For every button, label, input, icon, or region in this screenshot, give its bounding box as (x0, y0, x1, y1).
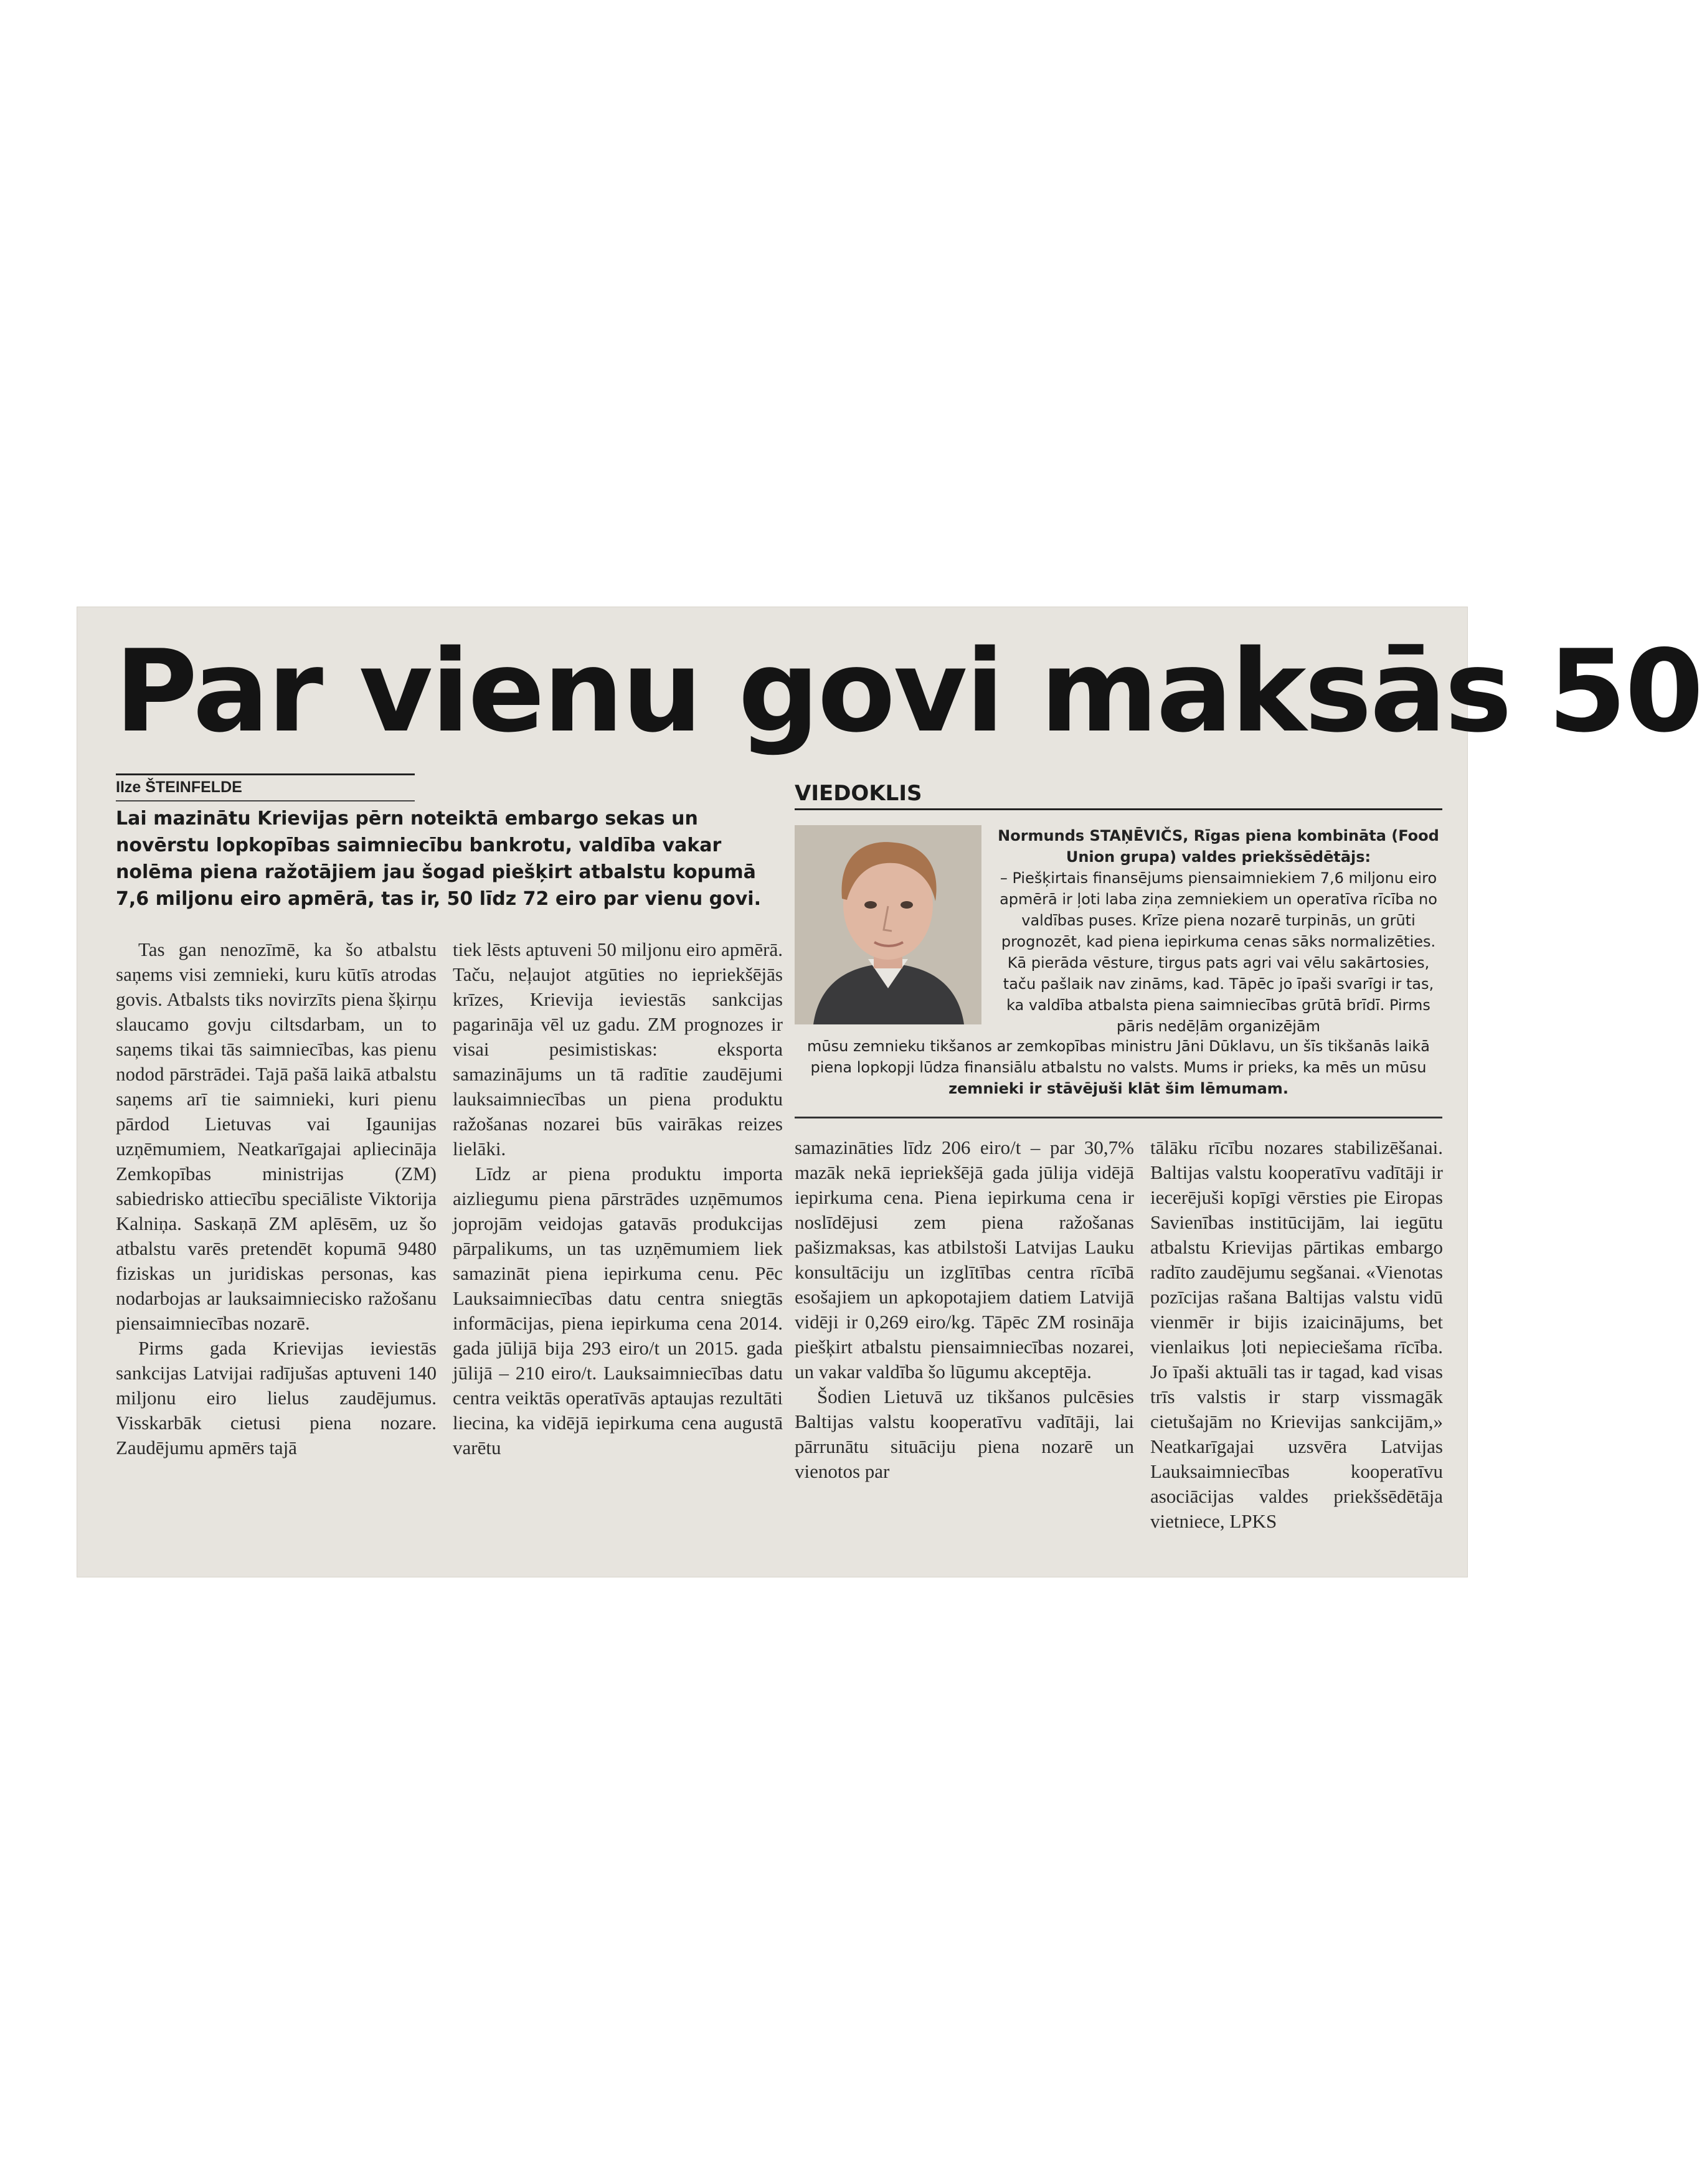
viewpoint-text-continued (795, 1036, 1442, 1118)
paragraph: Līdz ar piena produktu importa aizliegumu piena pārstrādes uzņēmumos joprojām veidojas gatavās produkcijas pārpalikums, un tas uzņēmumiem liek samazināt piena iepirkuma cenu. Pēc Lauksaimniecības datu centra sniegtās informācijas, piena iepirkuma cena 2014. gada jūlijā bija 293 eiro/t un 2015. gada jūlijā – 210 eiro/t. Lauksaimniecības datu centra veiktās operatīvās aptaujas rezultāti liecina, ka vidējā iepirkuma cena augustā varētu (453, 1163, 783, 1458)
article-headline: Par vienu govi maksās 50 (115, 625, 1702, 757)
paragraph: Šodien Lietuvā uz tikšanos pulcēsies Baltijas valstu kooperatīvu vadītāji, lai pārrunātu situāciju piena nozarē un vienotos par (795, 1386, 1134, 1482)
paragraph: samazināties līdz 206 eiro/t – par 30,7% mazāk nekā iepriekšējā gada jūlija vidējā iepirkuma cena. Piena iepirkuma cena ir noslīdējusi zem piena ražošanas pašizmaksas, kas atbilstoši Latvijas Lauku konsultāciju un izglītības centra rīcībā esošajiem un apkopotajiem datiem Latvijā vidēji ir 0,269 eiro/kg. Tāpēc ZM rosināja piešķirt atbalstu piensaimniecības nozarei, un vakar valdība šo lūgumu akceptēja. (795, 1137, 1134, 1383)
viewpoint-quote-end: zemnieki ir stāvējuši klāt šim lēmumam. (948, 1080, 1288, 1097)
man-portrait-icon (795, 825, 981, 1024)
paragraph: Tas gan nenozīmē, ka šo atbalstu saņems visi zemnieki, kuru kūtīs atrodas govis. Atbalsts tiks novirzīts piena šķirņu slaucamo govju ciltsdarbam, un to saņems tikai tās saimniecības, kas pienu nodod pārstrādei. Tajā pašā laikā atbalstu saņems arī tie saimnieki, kuri pienu pārdod Lietuvas vai Igaunijas uzņēmumiem, Neatkarīgajai apliecināja Zemkopības ministrijas (ZM) sabiedrisko attiecību speciāliste Viktorija Kalniņa. Saskaņā ZM aplēsēm, uz šo atbalstu varēs pretendēt kopumā 9480 fiziskas un juridiskas personas, kas nodarbojas ar lauksaimniecisko ražošanu piensaimniecības nozarē. (116, 938, 437, 1334)
portrait-photo (795, 825, 981, 1024)
viewpoint-text (996, 825, 1441, 1034)
newspaper-clipping (77, 607, 1702, 1577)
viewpoint-quote-continued: mūsu zemnieku tikšanos ar zemkopības ministru Jāni Dūklavu, un šīs tikšanās laikā piena lopkopji lūdza finansiālu atbalstu no valsts. Mums ir prieks, ka mēs un mūsu (807, 1038, 1430, 1076)
article-column-4 (1150, 1135, 1443, 1764)
paragraph: Pirms gada Krievijas ieviestās sankcijas Latvijai radījušas aptuveni 140 miljonu eiro lielus zaudējumus. Visskarbāk cietusi piena nozare. Zaudējumu apmērs tajā (116, 1337, 437, 1458)
paragraph: tālāku rīcību nozares stabilizēšanai. Baltijas valstu kooperatīvu vadītāji ir iecerējuši kopīgi vērsties pie Eiropas Savienības institūcijām, lai iegūtu atbalstu Krievijas pārtikas embargo radīto zaudējumu segšanai. «Vienotas pozīcijas rašana Baltijas valstu vidū vienmēr ir bijis izaicinājums, bet vienlaikus ļoti nepieciešama rīcība. Jo īpaši aktuāli tas ir tagad, kad visas trīs valstis ir starp vissmagāk cietušajām no Krievijas sankcijām,» Neatkarīgajai uzsvēra Latvijas Lauksaimniecības kooperatīvu asociācijas valdes priekšsēdētāja vietniece, LPKS (1150, 1137, 1443, 1532)
paragraph: tiek lēsts aptuveni 50 miljonu eiro apmērā. Taču, neļaujot atgūties no iepriekšējās krīzes, Krievija ieviestās sankcijas pagarināja vēl uz gadu. ZM prognozes ir visai pesimistiskas: eksporta samazinājums un tā radītie zaudējumi lauksaimniecības un piena produktu ražošanas nozarei būs vairākas reizes lielāki. (453, 938, 783, 1160)
viewpoint-title: VIEDOKLIS (795, 778, 1442, 810)
article-column-2 (453, 937, 783, 1566)
article-lead: Lai mazinātu Krievijas pērn noteiktā embargo sekas un novērstu lopkopības saimniecību bankrotu, valdība vakar nolēma piena ražotājiem jau šogad piešķirt atbalstu kopumā 7,6 miljonu eiro apmērā, tas ir, 50 līdz 72 eiro par vienu govi. (116, 808, 761, 910)
viewpoint-quote: – Piešķirtais finansējums piensaimniekiem 7,6 miljonu eiro apmērā ir ļoti laba ziņa zemniekiem un operatīva rīcība no valdības puses. Krīze piena nozarē turpinās, un grūti prognozēt, kad piena iepirkuma cenas sāks normalizēties. Kā pierāda vēsture, tirgus pats agri vai vēlu sakārtosies, taču pašlaik nav zināms, kad. Tāpēc jo īpaši svarīgi ir tas, ka valdība atbalsta piena saimniecības grūtā brīdī. Pirms pāris nedēļām organizējām (1000, 869, 1437, 1035)
article-column-1 (116, 937, 437, 1566)
article-column-3 (795, 1135, 1134, 1764)
viewpoint-author: Normunds STAŅĒVIČS, Rīgas piena kombināta (Food Union grupa) valdes priekšsēdētājs: (998, 827, 1439, 866)
article-byline: Ilze ŠTEINFELDE (116, 773, 415, 801)
